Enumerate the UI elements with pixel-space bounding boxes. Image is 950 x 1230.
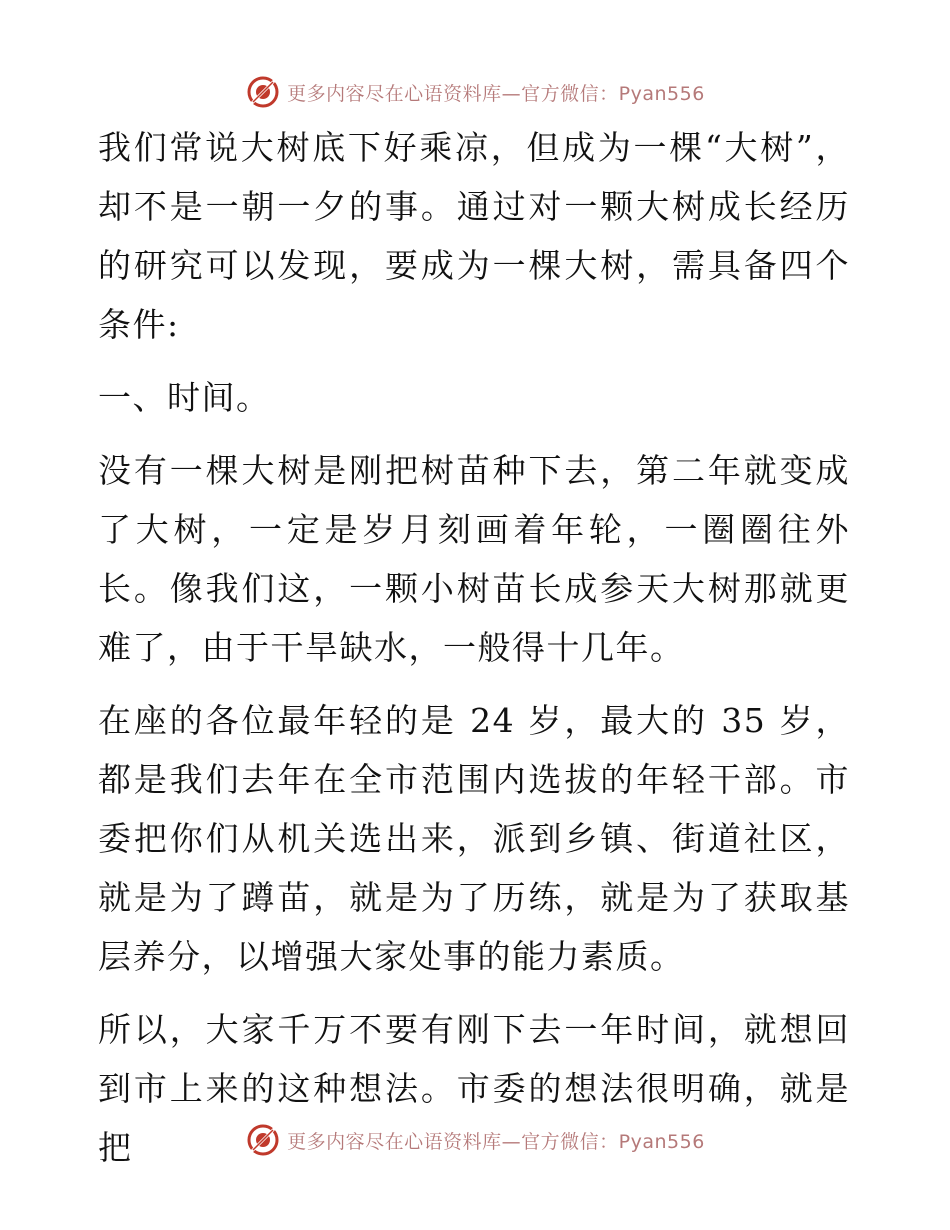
footer-watermark-text: 更多内容尽在心语资料库—官方微信：Pyan556 bbox=[287, 1130, 705, 1153]
paragraph-heading-time: 一、时间。 bbox=[98, 378, 271, 417]
footer-watermark bbox=[0, 1118, 950, 1162]
paragraph-tree-growth: 没有一棵大树是刚把树苗种下去，第二年就变成了大树，一定是岁月刻画着年轮，一圈圈往外长。像我们这，一颗小树苗长成参天大树那就更难了，由于干旱缺水，一般得十几年。 bbox=[98, 451, 850, 667]
quill-seal-icon bbox=[245, 74, 281, 110]
paragraph-intro: 我们常说大树底下好乘凉，但成为一棵“大树”，却不是一朝一夕的事。通过对一颗大树成长经历的研究可以发现，要成为一棵大树，需具备四个条件: bbox=[98, 128, 850, 344]
paragraph-young-cadres: 在座的各位最年轻的是 24 岁，最大的 35 岁，都是我们去年在全市范围内选拔的年轻干部。市委把你们从机关选出来，派到乡镇、街道社区，就是为了蹲苗，就是为了历练，就是为了获取基层养分，以增强大家处事的能力素质。 bbox=[98, 701, 850, 976]
paragraph-advice: 所以，大家千万不要有刚下去一年时间，就想回到市上来的这种想法。市委的想法很明确，就是把 bbox=[98, 1010, 850, 1167]
header-watermark bbox=[0, 70, 950, 114]
document-body bbox=[98, 118, 850, 1191]
quill-seal-icon bbox=[245, 1122, 281, 1158]
header-watermark-text: 更多内容尽在心语资料库—官方微信：Pyan556 bbox=[287, 82, 705, 105]
